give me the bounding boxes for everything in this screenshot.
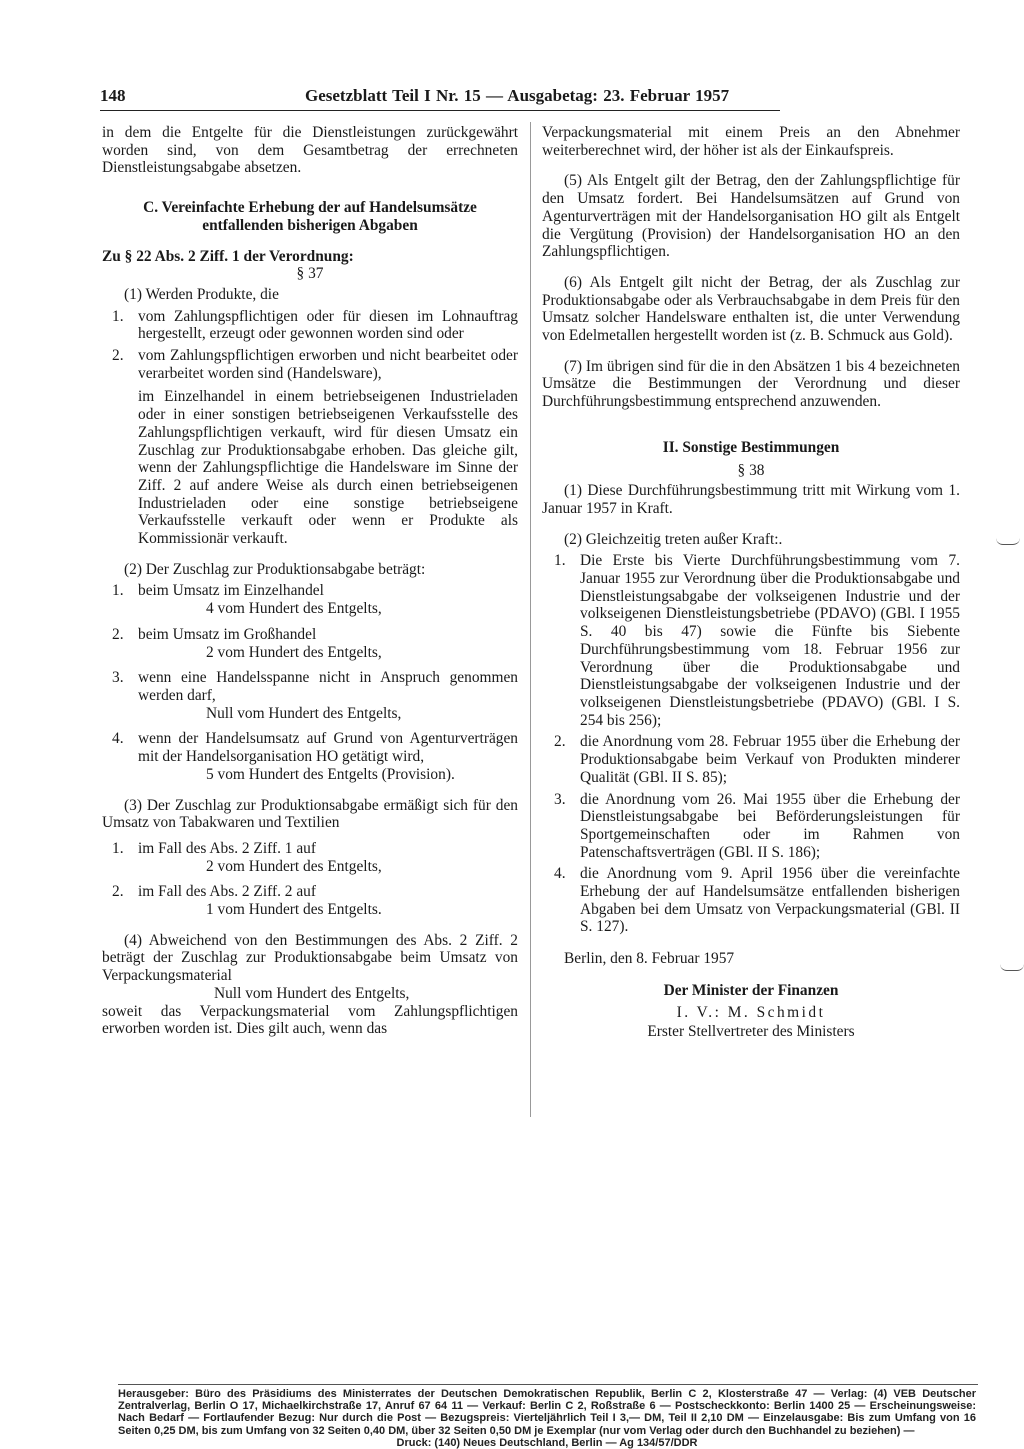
item-number: 1.	[112, 307, 124, 325]
imprint-block	[118, 1388, 976, 1449]
item-text: wenn der Handelsumsatz auf Grund von Agenturverträgen mit der Handelsorganisation HO getätigt wird,	[138, 730, 518, 766]
item-number: 3.	[554, 790, 566, 808]
paragraph-37-heading: § 37	[296, 265, 324, 283]
item-text: im Fall des Abs. 2 Ziff. 1 auf	[138, 839, 316, 857]
item-number: 2.	[112, 347, 124, 365]
list-item	[542, 791, 960, 862]
section-c-title-line-1: C. Vereinfachte Erhebung der auf Handelsumsätze	[143, 199, 477, 217]
para-38-2: (2) Gleichzeitig treten außer Kraft:.	[564, 530, 783, 548]
para-4-amount: Null vom Hundert des Entgelts,	[214, 984, 410, 1002]
item-text: die Anordnung vom 26. Mai 1955 über die Erhebung der Dienstleistungsabgabe bei Beförderungsleistungen für Sportgemeinschaften oder im Rahmen von Patenschaftsverträgen (GBl. II S. 186);	[580, 790, 960, 861]
item-number: 4.	[554, 865, 566, 883]
column-divider	[530, 122, 531, 1117]
list-item	[542, 733, 960, 786]
para-5: (5) Als Entgelt gilt der Betrag, den der Zahlungspflichtige für den Umsatz fordert. Bei Handelsumsätzen auf Grund von Agenturverträgen mit der Handelsorganisation HO gilt als Entgelt die Vergütung (Provision) der Handelsorganisation HO an den Zahlungspflichtigen.	[542, 172, 960, 261]
continuation-paragraph: Verpackungsmaterial mit einem Preis an den Abnehmer weiterberechnet wird, der höher ist als der Einkaufspreis.	[542, 124, 960, 159]
imprint-text: Herausgeber: Büro des Präsidiums des Ministerrates der Deutschen Demokratischen Republik, Berlin C 2, Klosterstraße 47 — Verlag: (4) VEB Deutscher Zentralverlag, Berlin O 17, Michaelkirchstraße 17, Anruf 67 64 11 — Verkauf: Berlin C 2, Roßstraße 6 — Postscheckkonto: Berlin 1400 25 — Erscheinungsweise: Nach Bedarf — Fortlaufender Bezug: Nur durch die Post — Bezugspreis: Vierteljährlich Teil I 3,— DM, Teil II 2,10 DM — Einzelausgabe: Bis zum Umfang von 16 Seiten 0,25 DM, bis zum Umfang von 32 Seiten 0,40 DM, über 32 Seiten 0,50 DM je Exemplar (nur vom Verlag oder durch den Buchhandel zu beziehen) —	[118, 1388, 976, 1437]
item-amount: 1 vom Hundert des Entgelts.	[206, 901, 382, 919]
list-item	[102, 582, 518, 617]
gazette-title: Gesetzblatt Teil I Nr. 15 — Ausgabetag: 23. Februar 1957	[305, 86, 730, 105]
list-item	[102, 883, 518, 918]
left-column	[102, 124, 518, 1038]
item-amount: 5 vom Hundert des Entgelts (Provision).	[206, 765, 455, 783]
item-text: vom Zahlungspflichtigen erworben und nicht bearbeitet oder verarbeitet worden sind (Handelsware),	[138, 347, 518, 382]
para-1-intro: (1) Werden Produkte, die	[124, 285, 279, 303]
item-text: Die Erste bis Vierte Durchführungsbestimmung vom 7. Januar 1955 zur Verordnung über die Produktionsabgabe und Dienstleistungsabgabe der volkseigenen Industrie und der volkseigenen Dienstleistungsbetriebe (PDAVO) (GBl. I 1955 S. 40 bis 47) sowie die Fünfte bis Siebente Durchführungsbestimmung vom 18. Februar 1956 zur Verordnung über die Produktionsabgabe und Dienstleistungsabgabe der volkseigenen Industrie und der volkseigenen Dienstleistungsbetriebe (PDAVO) (GBl. I S. 254 bis 256);	[580, 552, 960, 729]
page-number: 148	[100, 86, 126, 105]
para-1-continuation: im Einzelhandel in einem betriebseigenen Industrieladen oder in einer sonstigen betriebseigenen Verkaufsstelle des Zahlungspflichtigen verkauft, wird für diesen Umsatz ein Zuschlag zur Produktionsabgabe erhoben. Das gleiche gilt, wenn der Zahlungspflichtige die Handelsware im Sinne der Ziff. 2 auf andere Weise als durch einen betriebseigenen Industrieladen oder eine sonstige betriebseigene Verkaufsstelle verkauft oder wenn er Produkte als Kommissionär verkauft.	[138, 388, 518, 548]
intro-paragraph: in dem die Entgelte für die Dienstleistungen zurückgewährt worden sind, von dem Gesamtbetrag der errechneten Dienstleistungsabgabe absetzen.	[102, 124, 518, 177]
list-item	[102, 626, 518, 661]
list-item	[102, 840, 518, 875]
item-amount: 4 vom Hundert des Entgelts,	[206, 600, 382, 618]
signer-name: I. V.: M. Schmidt	[676, 1003, 826, 1021]
item-number: 1.	[554, 552, 566, 570]
para-7: (7) Im übrigen sind für die in den Absätzen 1 bis 4 bezeichneten Umsätze die Bestimmungen der Verordnung und dieser Durchführungsbestimmung entsprechend anzuwenden.	[542, 357, 960, 411]
list-item	[542, 865, 960, 936]
item-text: die Anordnung vom 28. Februar 1955 über die Erhebung der Produktionsabgabe beim Verkauf von Produkten minderer Qualität (GBl. II S. 85);	[580, 733, 960, 786]
item-text: beim Umsatz im Einzelhandel	[138, 582, 324, 600]
list-item	[542, 552, 960, 729]
right-column	[542, 124, 960, 1041]
item-text: vom Zahlungspflichtigen oder für diesen im Lohnauftrag hergestellt, erzeugt oder gewonnen worden sind oder	[138, 307, 518, 343]
item-number: 2.	[112, 625, 124, 643]
item-number: 3.	[112, 669, 124, 687]
list-item	[102, 308, 518, 343]
edge-mark	[1000, 964, 1024, 971]
item-number: 1.	[112, 839, 124, 857]
list-item	[102, 347, 518, 382]
para-38-1: (1) Diese Durchführungsbestimmung tritt mit Wirkung vom 1. Januar 1957 in Kraft.	[542, 482, 960, 517]
item-number: 1.	[112, 582, 124, 600]
imprint-print-line: Druck: (140) Neues Deutschland, Berlin — Ag 134/57/DDR	[396, 1436, 698, 1449]
item-text: die Anordnung vom 9. April 1956 über die vereinfachte Erhebung der auf Handelsumsätze entfallenden bisherigen Abgaben bei dem Umsatz von Verpackungsmaterial (GBl. II S. 127).	[580, 865, 960, 936]
item-number: 2.	[554, 733, 566, 751]
paragraph-38-heading: § 38	[737, 461, 765, 479]
para-4-continuation: soweit das Verpackungsmaterial vom Zahlungspflichtigen erworben worden ist. Dies gilt auch, wenn das	[102, 1002, 518, 1038]
place-and-date: Berlin, den 8. Februar 1957	[564, 950, 735, 968]
edge-mark	[996, 538, 1020, 545]
footer-rule	[118, 1384, 978, 1385]
item-number: 2.	[112, 883, 124, 901]
item-text: im Fall des Abs. 2 Ziff. 2 auf	[138, 883, 316, 901]
page-header	[100, 86, 780, 111]
item-amount: 2 vom Hundert des Entgelts,	[206, 857, 382, 875]
signer-organization: Der Minister der Finanzen	[663, 981, 839, 999]
section-c-title-line-2: entfallenden bisherigen Abgaben	[202, 216, 418, 234]
para-4: (4) Abweichend von den Bestimmungen des Abs. 2 Ziff. 2 beträgt der Zuschlag zur Produktionsabgabe beim Umsatz von Verpackungsmaterial	[102, 931, 518, 985]
para-6: (6) Als Entgelt gilt nicht der Betrag, der als Zuschlag zur Produktionsabgabe oder als Verbrauchsabgabe in dem Preis für den Umsatz solcher Handelsware enthalten ist, die unter Verwendung von Edelmetallen hergestellt worden ist (z. B. Schmuck aus Gold).	[542, 273, 960, 345]
para-3: (3) Der Zuschlag zur Produktionsabgabe ermäßigt sich für den Umsatz von Tabakwaren und Textilien	[102, 796, 518, 832]
list-item	[102, 730, 518, 783]
item-text: wenn eine Handelsspanne nicht in Anspruch genommen werden darf,	[138, 669, 518, 704]
list-item	[102, 669, 518, 722]
para-2-intro: (2) Der Zuschlag zur Produktionsabgabe beträgt:	[124, 560, 426, 578]
item-number: 4.	[112, 730, 124, 748]
item-amount: Null vom Hundert des Entgelts,	[206, 704, 402, 722]
signer-role: Erster Stellvertreter des Ministers	[647, 1023, 855, 1041]
item-amount: 2 vom Hundert des Entgelts,	[206, 643, 382, 661]
regulation-reference: Zu § 22 Abs. 2 Ziff. 1 der Verordnung:	[102, 247, 354, 265]
section-ii-title: II. Sonstige Bestimmungen	[662, 438, 840, 456]
item-text: beim Umsatz im Großhandel	[138, 625, 317, 643]
